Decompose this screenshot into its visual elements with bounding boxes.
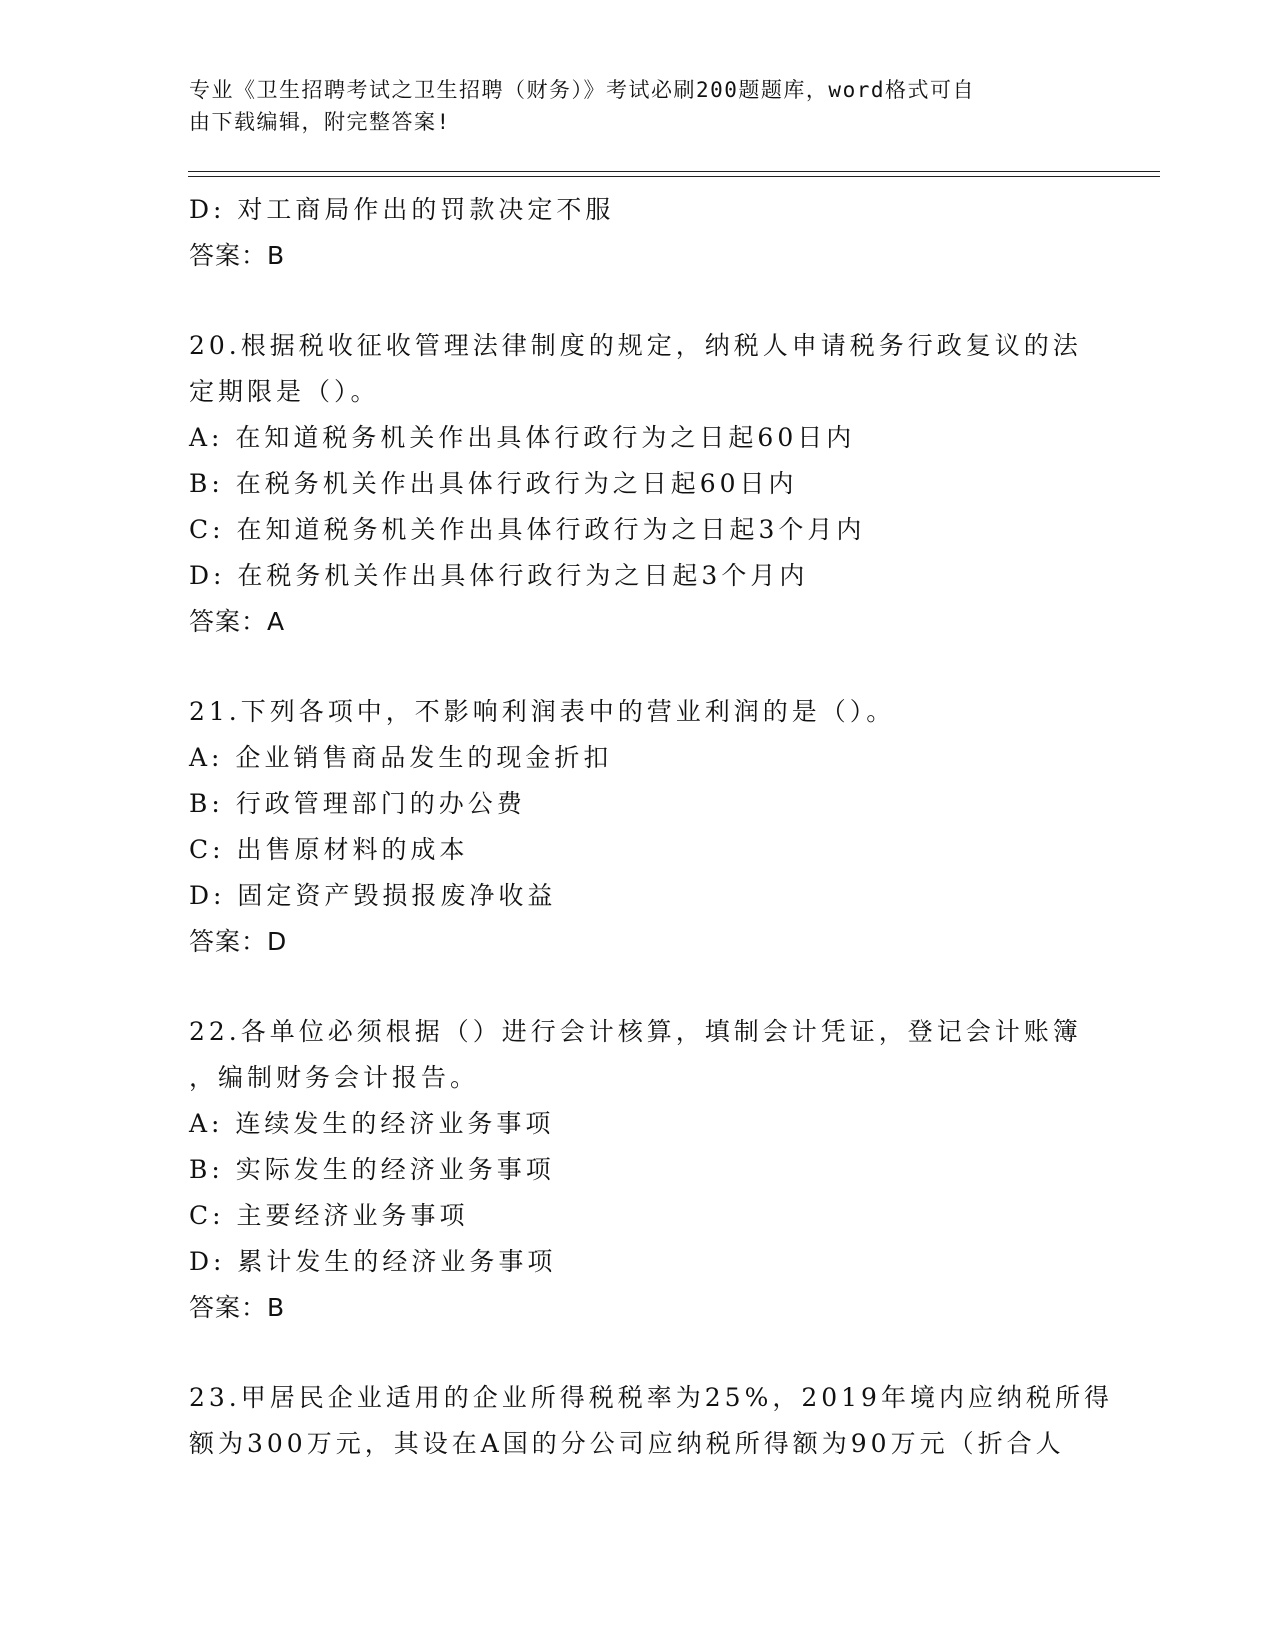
- header-divider-bottom: [188, 176, 1160, 177]
- question-stem: 21.下列各项中，不影响利润表中的营业利润的是（）。: [189, 697, 896, 726]
- answer: 答案：A: [189, 607, 286, 636]
- question-20: [189, 323, 1089, 645]
- document-body: [189, 187, 1113, 1467]
- option-c: C: 主要经济业务事项: [189, 1201, 469, 1230]
- question-23: [189, 1375, 1113, 1467]
- option-a: A: 连续发生的经济业务事项: [189, 1109, 555, 1138]
- question-stem: 22.各单位必须根据（）进行会计核算，填制会计凭证，登记会计账簿: [189, 1017, 1082, 1046]
- option-d: D: 对工商局作出的罚款决定不服: [189, 195, 615, 224]
- option-d: D: 固定资产毁损报废净收益: [189, 881, 557, 910]
- question-21: [189, 689, 1089, 965]
- answer: 答案：B: [189, 241, 286, 270]
- option-c: C: 在知道税务机关作出具体行政行为之日起3个月内: [189, 515, 866, 544]
- question-stem: 23.甲居民企业适用的企业所得税税率为25%，2019年境内应纳税所得: [189, 1383, 1113, 1412]
- question-19-tail: [189, 187, 1089, 279]
- header-line-1: 专业《卫生招聘考试之卫生招聘（财务）》考试必刷200题题库，word格式可自: [189, 78, 975, 102]
- question-stem-cont: ，编制财务会计报告。: [189, 1063, 480, 1092]
- option-b: B: 实际发生的经济业务事项: [189, 1155, 555, 1184]
- question-stem: 20.根据税收征收管理法律制度的规定，纳税人申请税务行政复议的法: [189, 331, 1082, 360]
- question-22: [189, 1009, 1089, 1331]
- option-b: B: 在税务机关作出具体行政行为之日起60日内: [189, 469, 798, 498]
- option-b: B: 行政管理部门的办公费: [189, 789, 526, 818]
- question-stem-cont: 定期限是（）。: [189, 377, 380, 406]
- option-a: A: 在知道税务机关作出具体行政行为之日起60日内: [189, 423, 856, 452]
- document-header: [189, 74, 1069, 138]
- header-line-2: 由下载编辑，附完整答案!: [189, 110, 451, 134]
- question-stem-cont: 额为300万元，其设在A国的分公司应纳税所得额为90万元（折合人: [189, 1429, 1065, 1458]
- option-c: C: 出售原材料的成本: [189, 835, 469, 864]
- option-d: D: 累计发生的经济业务事项: [189, 1247, 557, 1276]
- answer: 答案：B: [189, 1293, 286, 1322]
- option-d: D: 在税务机关作出具体行政行为之日起3个月内: [189, 561, 809, 590]
- answer: 答案：D: [189, 927, 288, 956]
- option-a: A: 企业销售商品发生的现金折扣: [189, 743, 613, 772]
- header-divider-top: [188, 171, 1160, 172]
